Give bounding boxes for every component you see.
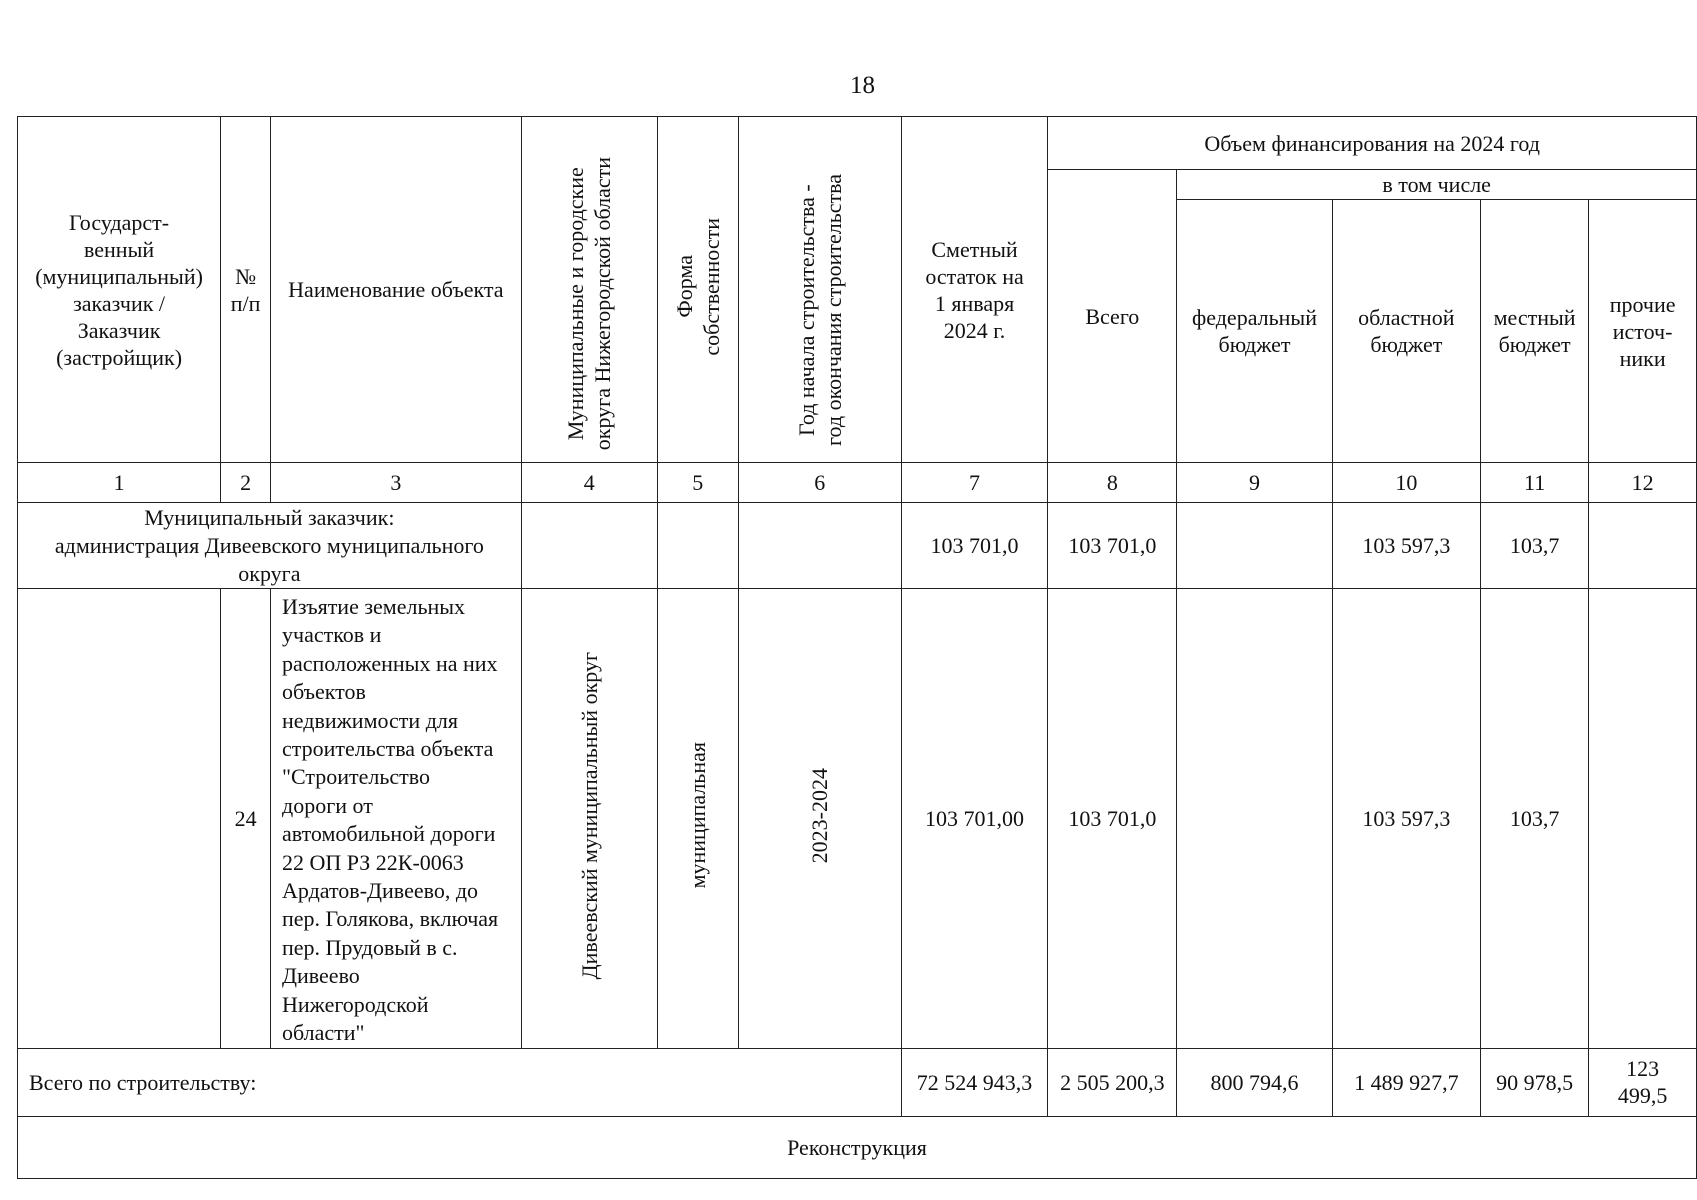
empty-cell <box>738 503 901 589</box>
header-financing: Объем финансирования на 2024 год <box>1048 117 1697 170</box>
empty-cell <box>657 503 738 589</box>
header-row <box>18 117 1697 170</box>
column-number: 1 <box>18 463 221 503</box>
header-including: в том числе <box>1177 170 1697 200</box>
customer-regional: 103 597,3 <box>1332 503 1480 589</box>
object-local: 103,7 <box>1481 589 1589 1049</box>
header-estimate: Сметный остаток на 1 января 2024 г. <box>901 117 1047 463</box>
header-other: прочие источ- ники <box>1589 200 1697 463</box>
object-ownership: муниципальная <box>657 589 738 1049</box>
object-name: Изъятие земельных участков и расположенных на них объектов недвижимости для строительства объекта "Строительство дороги от автомобильной дороги 22 ОП РЗ 22К-0063 Ардатов-Дивеево, до пер. Голякова, включая пер. Прудовый в с. Дивеево Нижегородской области" <box>271 589 522 1049</box>
header-ownership: Форма собственности <box>657 117 738 463</box>
total-regional: 1 489 927,7 <box>1332 1048 1480 1116</box>
object-number: 24 <box>221 589 271 1049</box>
total-federal: 800 794,6 <box>1177 1048 1332 1116</box>
column-number: 10 <box>1332 463 1480 503</box>
total-row <box>18 1048 1697 1116</box>
object-row <box>18 589 1697 1049</box>
column-number: 4 <box>521 463 657 503</box>
object-municipality: Дивеевский муниципальный округ <box>521 589 657 1049</box>
total-local: 90 978,5 <box>1481 1048 1589 1116</box>
customer-total: 103 701,0 <box>1048 503 1177 589</box>
header-regional: областной бюджет <box>1332 200 1480 463</box>
column-number: 12 <box>1589 463 1697 503</box>
object-total: 103 701,0 <box>1048 589 1177 1049</box>
customer-estimate: 103 701,0 <box>901 503 1047 589</box>
header-customer: Государст- венный (муниципальный) заказчик / Заказчик (застройщик) <box>18 117 221 463</box>
customer-federal <box>1177 503 1332 589</box>
column-number: 7 <box>901 463 1047 503</box>
object-regional: 103 597,3 <box>1332 589 1480 1049</box>
customer-row <box>18 503 1697 589</box>
total-label: Всего по строительству: <box>18 1048 902 1116</box>
total-other: 123 499,5 <box>1589 1048 1697 1116</box>
header-total: Всего <box>1048 170 1177 463</box>
page-number: 18 <box>850 72 875 99</box>
financing-table <box>17 116 1697 1179</box>
column-number: 5 <box>657 463 738 503</box>
customer-label: Муниципальный заказчик: администрация Дивеевского муниципального округа <box>18 503 522 589</box>
section-row <box>18 1116 1697 1178</box>
total-estimate: 72 524 943,3 <box>901 1048 1047 1116</box>
header-number: № п/п <box>221 117 271 463</box>
header-local: местный бюджет <box>1481 200 1589 463</box>
customer-other <box>1589 503 1697 589</box>
total-total: 2 505 200,3 <box>1048 1048 1177 1116</box>
column-number: 11 <box>1481 463 1589 503</box>
object-federal <box>1177 589 1332 1049</box>
column-number: 3 <box>271 463 522 503</box>
object-years: 2023-2024 <box>738 589 901 1049</box>
header-object-name: Наименование объекта <box>271 117 522 463</box>
column-number: 6 <box>738 463 901 503</box>
object-estimate: 103 701,00 <box>901 589 1047 1049</box>
column-number: 8 <box>1048 463 1177 503</box>
column-number: 9 <box>1177 463 1332 503</box>
header-municipality: Муниципальные и городские округа Нижегородской области <box>521 117 657 463</box>
customer-local: 103,7 <box>1481 503 1589 589</box>
empty-cell <box>18 589 221 1049</box>
column-number-row <box>18 463 1697 503</box>
header-years: Год начала строительства - год окончания строительства <box>738 117 901 463</box>
section-title: Реконструкция <box>18 1116 1697 1178</box>
column-number: 2 <box>221 463 271 503</box>
header-federal: федеральный бюджет <box>1177 200 1332 463</box>
object-other <box>1589 589 1697 1049</box>
empty-cell <box>521 503 657 589</box>
